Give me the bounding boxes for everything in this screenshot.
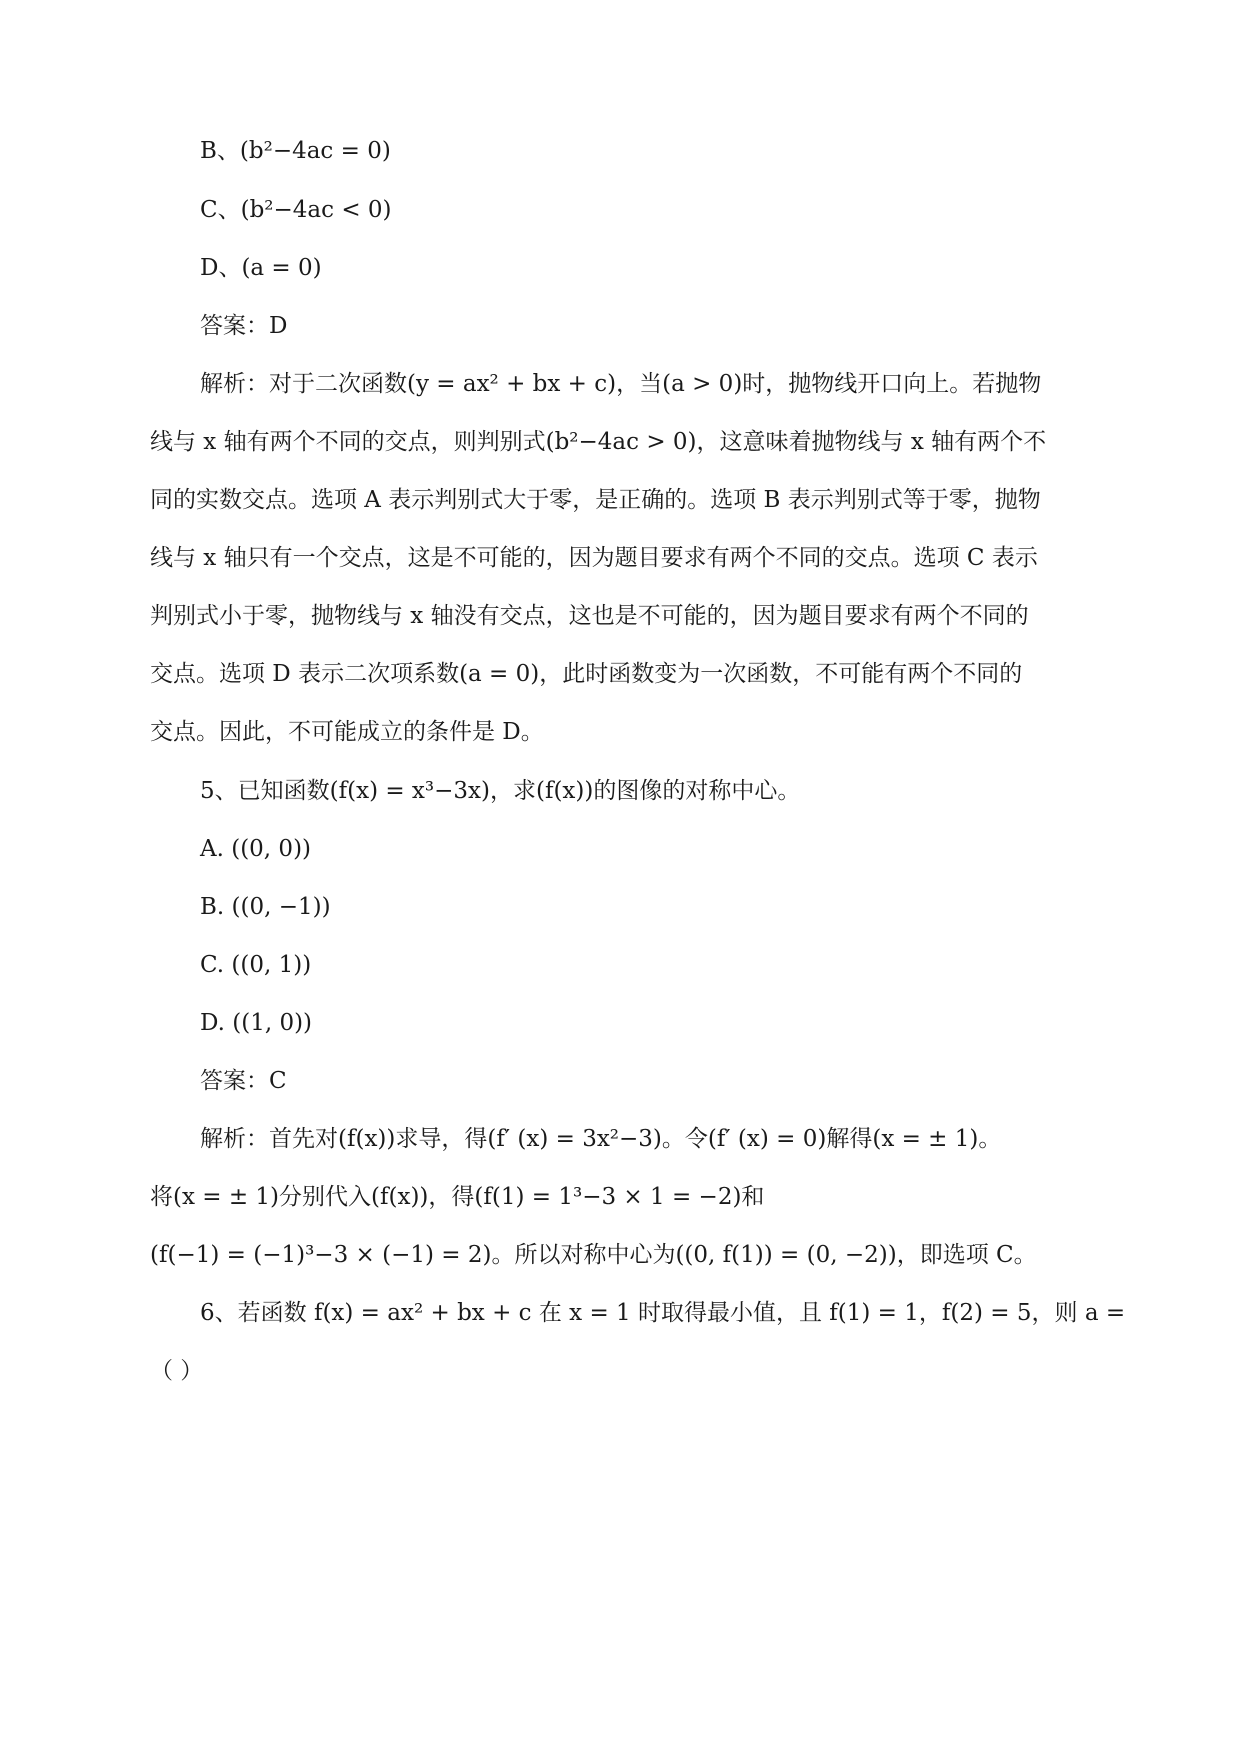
q5-option-d: D. ((1, 0)) (200, 1010, 313, 1036)
q4-analysis-line: 同的实数交点。选项 A 表示判别式大于零，是正确的。选项 B 表示判别式等于零，抛物 (150, 487, 1041, 513)
q4-analysis-line: 解析：对于二次函数(y = ax² + bx + c)，当(a > 0)时，抛物线开口向上。若抛物 (200, 371, 1042, 397)
q5-analysis-line: (f(−1) = (−1)³−3 × (−1) = 2)。所以对称中心为((0, f(1)) = (0, −2))，即选项 C。 (150, 1242, 1037, 1268)
q4-analysis-line: 判别式小于零，抛物线与 x 轴没有交点，这也是不可能的，因为题目要求有两个不同的 (150, 603, 1029, 629)
q6-blank: （ ） (150, 1358, 204, 1384)
q4-analysis-line: 线与 x 轴只有一个交点，这是不可能的，因为题目要求有两个不同的交点。选项 C 表示 (150, 545, 1038, 571)
q5-analysis-line: 解析：首先对(f(x))求导，得(f′ (x) = 3x²−3)。令(f′ (x) = 0)解得(x = ± 1)。 (200, 1126, 1002, 1152)
option-c: C、(b²−4ac < 0) (200, 197, 392, 223)
q5-answer: 答案：C (200, 1068, 287, 1094)
q5-option-b: B. ((0, −1)) (200, 894, 331, 920)
option-d: D、(a = 0) (200, 255, 322, 281)
q4-analysis-line: 线与 x 轴有两个不同的交点，则判别式(b²−4ac > 0)，这意味着抛物线与 x 轴有两个不 (150, 429, 1047, 455)
q5-option-c: C. ((0, 1)) (200, 952, 312, 978)
q5-analysis-line: 将(x = ± 1)分别代入(f(x))，得(f(1) = 1³−3 × 1 = −2)和 (150, 1184, 765, 1210)
q4-answer: 答案：D (200, 313, 288, 339)
q5-stem: 5、已知函数(f(x) = x³−3x)，求(f(x))的图像的对称中心。 (200, 778, 801, 804)
q4-analysis-line: 交点。选项 D 表示二次项系数(a = 0)，此时函数变为一次函数，不可能有两个不同的 (150, 661, 1023, 687)
q6-stem: 6、若函数 f(x) = ax² + bx + c 在 x = 1 时取得最小值，且 f(1) = 1，f(2) = 5，则 a = (200, 1300, 1126, 1326)
q5-option-a: A. ((0, 0)) (200, 836, 312, 862)
option-b: B、(b²−4ac = 0) (200, 138, 391, 164)
q4-analysis-line: 交点。因此，不可能成立的条件是 D。 (150, 719, 544, 745)
